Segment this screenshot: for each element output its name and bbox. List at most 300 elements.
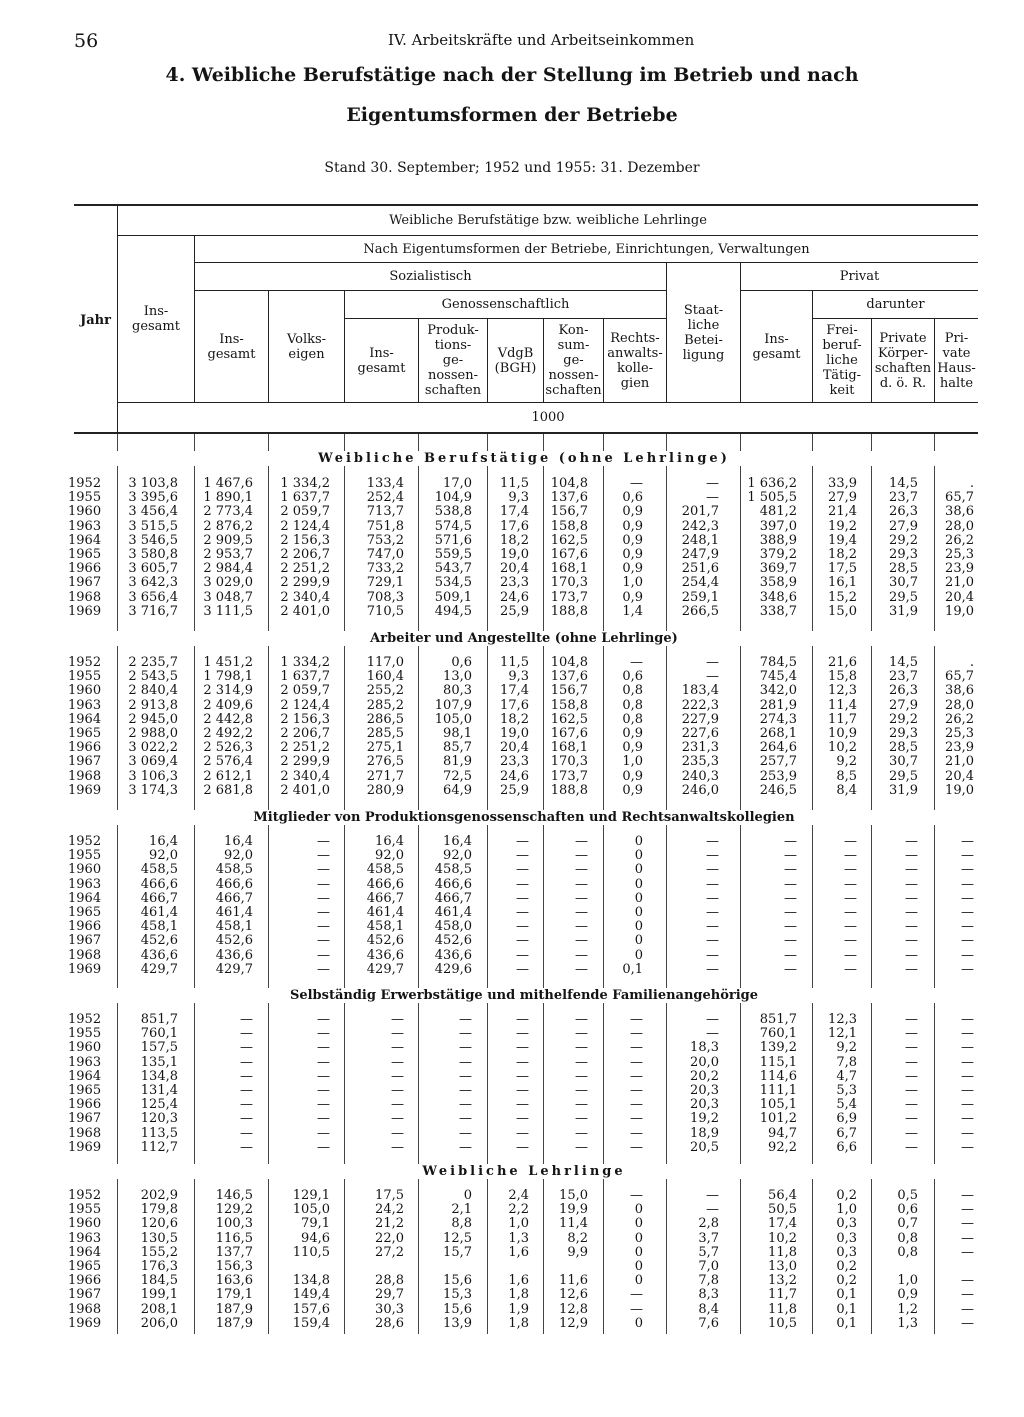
cell-rechtsanwalt: 0,9 [622,532,643,548]
cell-produktion: 574,5 [434,518,472,534]
section-title: Arbeiter und Angestellte (ohne Lehrlinge) [74,631,974,646]
cell-vdgb: — [516,905,529,920]
cell-konsum: — [575,905,588,920]
cell-gen-insgesamt: 733,2 [366,561,404,577]
cell-volkseigen: 2 059,7 [280,683,330,699]
cell-volkseigen: — [317,876,330,892]
row-year: 1968 [68,1301,102,1317]
table-row [0,1203,1024,1217]
running-head: IV. Arbeitskräfte und Arbeitseinkommen [388,31,695,49]
cell-koerperschaft: — [905,1040,918,1056]
cell-priv-insgesamt: 369,7 [759,561,797,577]
cell-haushalte: — [961,834,974,849]
cell-staatlich: — [706,876,719,892]
cell-rechtsanwalt: 0,8 [622,711,643,727]
cell-priv-insgesamt: — [784,919,797,935]
cell-gen-insgesamt: — [391,1083,404,1098]
cell-haushalte: 19,0 [945,782,974,798]
cell-volkseigen: — [317,1125,330,1141]
row-year: 1969 [68,1315,102,1331]
cell-freiberuflich: 12,3 [828,1012,857,1027]
table-row [0,1246,1024,1260]
cell-koerperschaft: 0,6 [897,1202,918,1218]
cell-gen-insgesamt: 27,2 [375,1244,404,1260]
cell-freiberuflich: 0,1 [836,1301,857,1317]
cell-priv-insgesamt: 851,7 [759,1012,797,1027]
cell-rechtsanwalt: 0 [634,1244,643,1260]
cell-freiberuflich: 33,9 [828,476,857,491]
cell-gen-insgesamt: 286,5 [366,711,404,727]
cell-konsum: — [575,1012,588,1027]
cell-staatlich: 8,3 [698,1287,719,1303]
cell-staatlich: 242,3 [681,518,719,534]
cell-freiberuflich: 6,9 [836,1111,857,1127]
cell-staatlich: 19,2 [690,1111,719,1127]
cell-freiberuflich: 0,3 [836,1216,857,1232]
cell-freiberuflich: 9,2 [836,1040,857,1056]
cell-volkseigen: 2 340,4 [280,768,330,784]
cell-vdgb: 18,2 [500,532,529,548]
cell-insgesamt: 125,4 [140,1097,178,1113]
cell-konsum: — [575,1054,588,1070]
cell-freiberuflich: 17,5 [828,561,857,577]
cell-vdgb: 20,4 [500,740,529,756]
cell-rechtsanwalt: 0 [634,919,643,935]
cell-vdgb: 24,6 [500,589,529,605]
cell-koerperschaft: — [905,919,918,935]
cell-volkseigen: 2 124,4 [280,697,330,713]
cell-koerperschaft: 23,7 [889,490,918,506]
row-year: 1963 [68,876,102,892]
cell-insgesamt: 458,1 [140,919,178,935]
cell-konsum: 12,9 [559,1315,588,1331]
cell-insgesamt: 120,3 [140,1111,178,1127]
cell-produktion: 104,9 [434,490,472,506]
table-row [0,1041,1024,1055]
table-row [0,1317,1024,1331]
cell-soz-insgesamt: 116,5 [215,1230,253,1246]
cell-priv-insgesamt: 358,9 [759,575,797,591]
table-row [0,863,1024,877]
cell-koerperschaft: — [905,834,918,849]
cell-rechtsanwalt: 0 [634,1202,643,1218]
cell-haushalte: — [961,961,974,977]
cell-vdgb: 1,6 [508,1244,529,1260]
header-bottom-rule [74,432,978,434]
cell-volkseigen: 2 156,3 [280,711,330,727]
cell-insgesamt: 131,4 [140,1083,178,1098]
cell-produktion: 15,6 [443,1301,472,1317]
cell-freiberuflich: 10,2 [828,740,857,756]
table-row [0,1189,1024,1203]
cell-volkseigen: 110,5 [292,1244,330,1260]
cell-rechtsanwalt: 0 [634,1216,643,1232]
cell-konsum: 104,8 [550,655,588,670]
cell-volkseigen: 2 299,9 [280,575,330,591]
cell-priv-insgesamt: 1 636,2 [747,476,797,491]
cell-produktion: 107,9 [434,697,472,713]
row-year: 1965 [68,1083,102,1098]
header-produktionsgenossenschaften: Produk- tions- ge- nossen- schaften [424,323,482,398]
cell-koerperschaft: — [905,1054,918,1070]
cell-haushalte: — [961,876,974,892]
cell-freiberuflich: 0,3 [836,1230,857,1246]
cell-priv-insgesamt: 10,2 [768,1230,797,1246]
header-gen-insgesamt: Ins- gesamt [357,345,406,376]
cell-staatlich: — [706,1188,719,1203]
row-year: 1968 [68,768,102,784]
cell-konsum: 156,7 [550,683,588,699]
cell-soz-insgesamt: 2 409,6 [203,697,253,713]
cell-koerperschaft: 30,7 [889,754,918,770]
cell-soz-insgesamt: 156,3 [215,1259,253,1274]
cell-rechtsanwalt: 0,6 [622,669,643,685]
cell-haushalte: — [961,1097,974,1113]
cell-freiberuflich: — [844,947,857,963]
row-year: 1965 [68,905,102,920]
cell-haushalte: 23,9 [945,561,974,577]
cell-vdgb: — [516,1026,529,1042]
cell-vdgb: 9,3 [508,669,529,685]
cell-rechtsanwalt: 1,0 [622,754,643,770]
cell-staatlich: — [706,1026,719,1042]
cell-produktion: 461,4 [434,905,472,920]
cell-haushalte: 65,7 [945,669,974,685]
cell-koerperschaft: — [905,905,918,920]
cell-staatlich: — [706,476,719,491]
cell-konsum: 173,7 [550,589,588,605]
cell-staatlich: — [706,890,719,906]
cell-priv-insgesamt: 11,8 [768,1301,797,1317]
cell-volkseigen: — [317,848,330,864]
cell-gen-insgesamt: — [391,1097,404,1113]
cell-rechtsanwalt: — [630,655,643,670]
cell-vdgb: 9,3 [508,490,529,506]
cell-vdgb: — [516,1054,529,1070]
cell-gen-insgesamt: 285,5 [366,726,404,741]
cell-gen-insgesamt: 271,7 [366,768,404,784]
table-row [0,534,1024,548]
cell-haushalte: — [961,1216,974,1232]
cell-vdgb: 17,4 [500,683,529,699]
row-year: 1967 [68,933,102,949]
cell-gen-insgesamt: 24,2 [375,1202,404,1218]
cell-gen-insgesamt: — [391,1125,404,1141]
cell-rechtsanwalt: 0 [634,1273,643,1289]
cell-haushalte: — [961,1083,974,1098]
cell-priv-insgesamt: — [784,905,797,920]
row-year: 1960 [68,862,102,878]
cell-koerperschaft: 27,9 [889,518,918,534]
cell-produktion: 543,7 [434,561,472,577]
row-year: 1969 [68,603,102,619]
row-year: 1965 [68,726,102,741]
cell-gen-insgesamt: — [391,1068,404,1084]
cell-konsum: 156,7 [550,504,588,520]
cell-haushalte: 26,2 [945,711,974,727]
cell-freiberuflich: 8,4 [836,782,857,798]
header-freiberufliche: Frei- beruf- liche Tätig- keit [822,323,862,398]
cell-vdgb: — [516,919,529,935]
cell-konsum: — [575,947,588,963]
cell-priv-insgesamt: — [784,961,797,977]
row-year: 1967 [68,1287,102,1303]
cell-produktion: 105,0 [434,711,472,727]
cell-konsum: — [575,1125,588,1141]
header-darunter: darunter [866,297,925,312]
cell-freiberuflich: 18,2 [828,547,857,562]
cell-volkseigen: 2 401,0 [280,782,330,798]
cell-freiberuflich: 10,9 [828,726,857,741]
cell-volkseigen: 2 206,7 [280,547,330,562]
cell-volkseigen: 2 124,4 [280,518,330,534]
cell-soz-insgesamt: 187,9 [215,1301,253,1317]
cell-koerperschaft: 14,5 [889,655,918,670]
cell-priv-insgesamt: 11,7 [768,1287,797,1303]
table-row [0,713,1024,727]
table-row [0,906,1024,920]
cell-haushalte: 19,0 [945,603,974,619]
cell-soz-insgesamt: 3 048,7 [203,589,253,605]
row-year: 1960 [68,504,102,520]
cell-vdgb: 11,5 [500,655,529,670]
table-row [0,605,1024,619]
row-year: 1964 [68,1068,102,1084]
cell-produktion: 80,3 [443,683,472,699]
cell-koerperschaft: 0,5 [897,1188,918,1203]
table-row [0,1013,1024,1027]
cell-haushalte: 20,4 [945,768,974,784]
cell-koerperschaft: — [905,890,918,906]
cell-insgesamt: 3 580,8 [128,547,178,562]
cell-priv-insgesamt: 114,6 [759,1068,797,1084]
cell-freiberuflich: 5,4 [836,1097,857,1113]
cell-insgesamt: 429,7 [140,961,178,977]
row-year: 1963 [68,697,102,713]
cell-priv-insgesamt: 246,5 [759,782,797,798]
header-top-label: Weibliche Berufstätige bzw. weibliche Lehrlinge [389,213,707,228]
cell-koerperschaft: 29,3 [889,547,918,562]
cell-koerperschaft: 26,3 [889,683,918,699]
cell-rechtsanwalt: — [630,1188,643,1203]
cell-rechtsanwalt: 0 [634,1230,643,1246]
table-row [0,670,1024,684]
cell-konsum: 188,8 [550,782,588,798]
cell-vdgb: — [516,947,529,963]
cell-staatlich: 251,6 [681,561,719,577]
cell-priv-insgesamt: 56,4 [768,1188,797,1203]
cell-freiberuflich: — [844,961,857,977]
row-year: 1965 [68,547,102,562]
cell-soz-insgesamt: 2 526,3 [203,740,253,756]
cell-produktion: 17,0 [443,476,472,491]
cell-rechtsanwalt: 0,9 [622,518,643,534]
cell-soz-insgesamt: 1 798,1 [203,669,253,685]
cell-vdgb: 1,6 [508,1273,529,1289]
row-year: 1967 [68,1111,102,1127]
cell-konsum: 15,0 [559,1188,588,1203]
cell-produktion: — [459,1139,472,1155]
cell-produktion: 81,9 [443,754,472,770]
cell-soz-insgesamt: — [240,1097,253,1113]
cell-soz-insgesamt: 2 492,2 [203,726,253,741]
cell-konsum: 162,5 [550,711,588,727]
cell-vdgb: — [516,1083,529,1098]
cell-freiberuflich: 11,4 [828,697,857,713]
cell-freiberuflich: 0,1 [836,1315,857,1331]
cell-haushalte: — [961,933,974,949]
cell-priv-insgesamt: — [784,848,797,864]
cell-konsum: — [575,1026,588,1042]
cell-soz-insgesamt: 179,1 [215,1287,253,1303]
cell-produktion: — [459,1040,472,1056]
cell-gen-insgesamt: 458,5 [366,862,404,878]
cell-insgesamt: 3 605,7 [128,561,178,577]
cell-haushalte: — [961,919,974,935]
cell-produktion: — [459,1068,472,1084]
cell-soz-insgesamt: — [240,1125,253,1141]
cell-vdgb: 1,0 [508,1216,529,1232]
row-year: 1965 [68,1259,102,1274]
cell-insgesamt: 113,5 [140,1125,178,1141]
cell-gen-insgesamt: 466,6 [366,876,404,892]
cell-rechtsanwalt: 0,9 [622,561,643,577]
cell-soz-insgesamt: 187,9 [215,1315,253,1331]
table-row [0,1056,1024,1070]
cell-rechtsanwalt: — [630,1026,643,1042]
cell-konsum: — [575,1097,588,1113]
cell-volkseigen: — [317,1054,330,1070]
cell-rechtsanwalt: 0,9 [622,740,643,756]
cell-vdgb: — [516,1111,529,1127]
cell-priv-insgesamt: 115,1 [759,1054,797,1070]
cell-freiberuflich: 15,0 [828,603,857,619]
cell-freiberuflich: 27,9 [828,490,857,506]
cell-freiberuflich: 0,2 [836,1259,857,1274]
cell-priv-insgesamt: — [784,890,797,906]
cell-soz-insgesamt: 452,6 [215,933,253,949]
cell-vdgb: 23,3 [500,754,529,770]
cell-freiberuflich: 6,7 [836,1125,857,1141]
cell-rechtsanwalt: — [630,1012,643,1027]
cell-insgesamt: 851,7 [140,1012,178,1027]
cell-volkseigen: 1 334,2 [280,655,330,670]
header-haushalte: Pri- vate Haus- halte [937,330,976,391]
cell-insgesamt: 3 103,8 [128,476,178,491]
cell-staatlich: 7,6 [698,1315,719,1331]
cell-produktion: 16,4 [443,834,472,849]
cell-produktion: — [459,1026,472,1042]
cell-staatlich: 183,4 [681,683,719,699]
cell-haushalte: — [961,1287,974,1303]
row-year: 1960 [68,683,102,699]
section-title: Selbständig Erwerbstätige und mithelfende Familienangehörige [74,988,974,1003]
cell-gen-insgesamt: 710,5 [366,603,404,619]
table-row [0,699,1024,713]
cell-rechtsanwalt: — [630,1139,643,1155]
cell-insgesamt: 208,1 [140,1301,178,1317]
cell-staatlich: — [706,961,719,977]
cell-haushalte: — [961,1202,974,1218]
cell-soz-insgesamt: 466,6 [215,876,253,892]
cell-insgesamt: 3 395,6 [128,490,178,506]
cell-produktion: 534,5 [434,575,472,591]
cell-produktion: 15,7 [443,1244,472,1260]
cell-insgesamt: 157,5 [140,1040,178,1056]
cell-soz-insgesamt: 2 876,2 [203,518,253,534]
row-year: 1968 [68,1125,102,1141]
cell-priv-insgesamt: 50,5 [768,1202,797,1218]
header-privat: Privat [839,269,880,284]
cell-priv-insgesamt: 17,4 [768,1216,797,1232]
cell-freiberuflich: 15,8 [828,669,857,685]
cell-rechtsanwalt: 0,9 [622,782,643,798]
cell-freiberuflich: 4,7 [836,1068,857,1084]
table-row [0,684,1024,698]
cell-soz-insgesamt: 129,2 [215,1202,253,1218]
cell-rechtsanwalt: 0,9 [622,726,643,741]
cell-koerperschaft: — [905,848,918,864]
cell-haushalte: 28,0 [945,697,974,713]
row-year: 1955 [68,848,102,864]
cell-soz-insgesamt: 2 612,1 [203,768,253,784]
row-year: 1963 [68,1230,102,1246]
header-priv-insgesamt: Ins- gesamt [752,331,801,362]
cell-soz-insgesamt: 458,1 [215,919,253,935]
cell-priv-insgesamt: 745,4 [759,669,797,685]
cell-insgesamt: 466,6 [140,876,178,892]
cell-staatlich: 20,3 [690,1097,719,1113]
cell-insgesamt: 3 022,2 [128,740,178,756]
cell-volkseigen: — [317,1040,330,1056]
cell-konsum: — [575,848,588,864]
table-row [0,784,1024,798]
cell-produktion: 0,6 [451,655,472,670]
cell-produktion: 98,1 [443,726,472,741]
cell-priv-insgesamt: 10,5 [768,1315,797,1331]
cell-insgesamt: 461,4 [140,905,178,920]
cell-freiberuflich: 16,1 [828,575,857,591]
cell-volkseigen: 1 637,7 [280,669,330,685]
cell-soz-insgesamt: 16,4 [224,834,253,849]
cell-haushalte: — [961,1230,974,1246]
cell-haushalte: — [961,1315,974,1331]
cell-vdgb: — [516,890,529,906]
cell-soz-insgesamt: — [240,1111,253,1127]
cell-haushalte: 65,7 [945,490,974,506]
cell-volkseigen: 79,1 [301,1216,330,1232]
cell-insgesamt: 112,7 [140,1139,178,1155]
cell-produktion: 13,9 [443,1315,472,1331]
table-row [0,1027,1024,1041]
cell-vdgb: 17,6 [500,518,529,534]
cell-soz-insgesamt: — [240,1054,253,1070]
row-year: 1955 [68,669,102,685]
cell-produktion: 571,6 [434,532,472,548]
cell-soz-insgesamt: 458,5 [215,862,253,878]
cell-rechtsanwalt: 0,9 [622,589,643,605]
header-jahr: Jahr [80,312,111,328]
cell-vdgb: — [516,961,529,977]
cell-produktion: 2,1 [451,1202,472,1218]
cell-vdgb: 23,3 [500,575,529,591]
cell-priv-insgesamt: — [784,862,797,878]
cell-koerperschaft: — [905,1139,918,1155]
cell-insgesamt: 2 913,8 [128,697,178,713]
cell-volkseigen: 134,8 [292,1273,330,1289]
header-sozialistisch: Sozialistisch [389,269,472,284]
cell-konsum: — [575,1040,588,1056]
